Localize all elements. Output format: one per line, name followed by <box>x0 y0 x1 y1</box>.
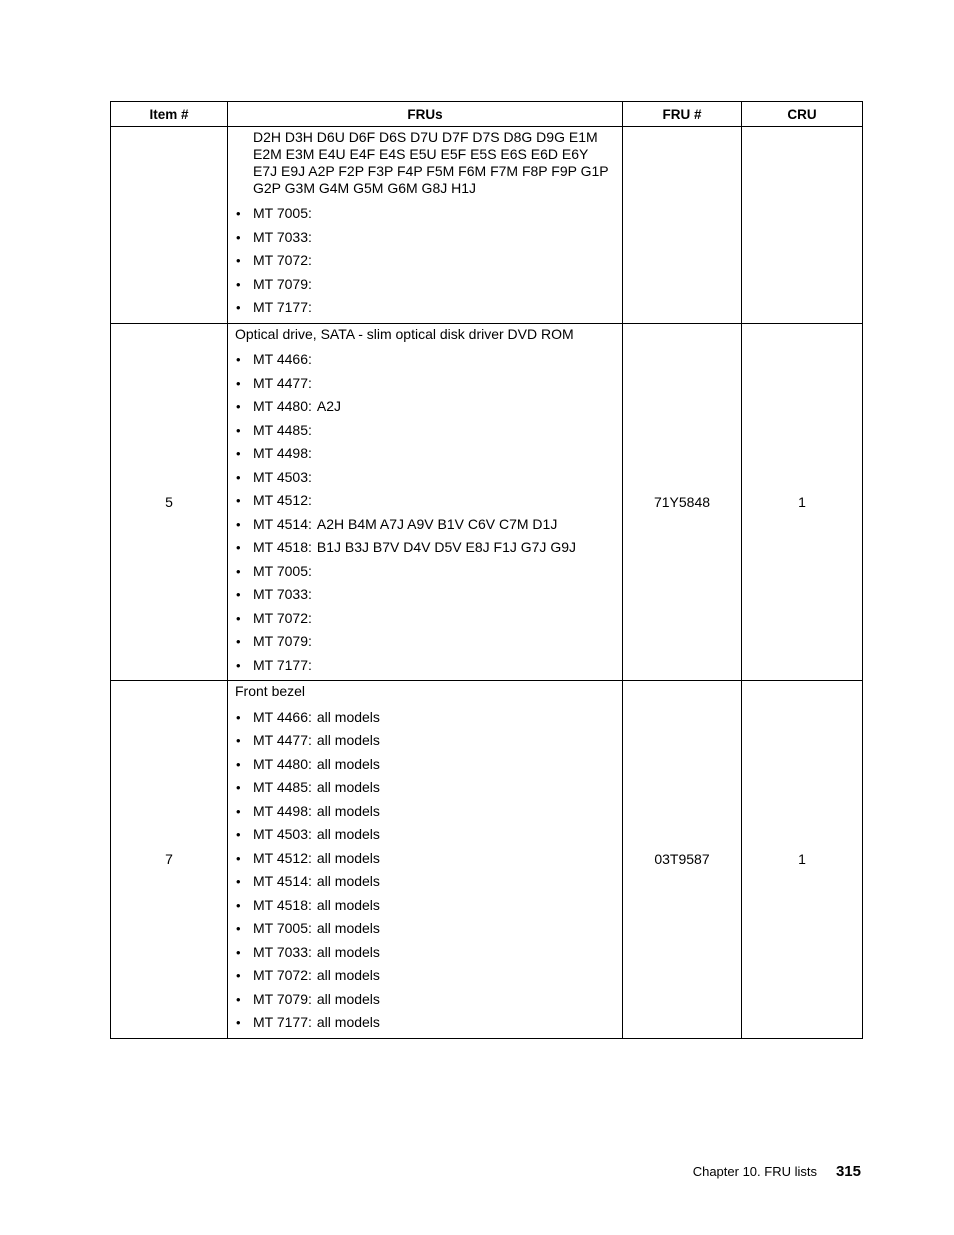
machine-type-label: MT 7005: <box>253 920 312 936</box>
machine-type-label: MT 4512: <box>253 492 312 508</box>
bullet-icon: • <box>236 780 241 795</box>
machine-type-models: all models <box>316 849 380 866</box>
machine-type-models: A2H B4M A7J A9V B1V C6V C7M D1J <box>316 515 558 532</box>
machine-type-models: all models <box>316 943 380 960</box>
cru-cell: 1 <box>742 323 863 681</box>
cru-cell: 1 <box>742 681 863 1039</box>
bullet-icon: • <box>236 944 241 960</box>
list-item <box>235 249 614 273</box>
machine-type-label: MT 7033: <box>253 586 312 602</box>
frus-cell <box>228 323 623 681</box>
machine-type-label: MT 4485: <box>253 421 312 438</box>
machine-type-models: all models <box>316 779 380 795</box>
bullet-icon: • <box>236 756 241 772</box>
model-list-continuation: D2H D3H D6U D6F D6S D7U D7F D7S D8G D9G E1M E2M E3M E4U E4F E4S E5U E5F E5S E6S E6D E6Y E7J E9J A2P F2P F3P F4P F5M F6M F7M F8P F9P G1P G2P G3M G4M G5M G6M G8J H1J <box>253 129 609 196</box>
machine-type-label: MT 4518: <box>253 539 312 555</box>
machine-type-models: A2J <box>316 398 342 414</box>
list-item <box>235 917 614 941</box>
bullet-icon: • <box>236 921 241 936</box>
list-item <box>235 419 614 443</box>
bullet-icon: • <box>236 610 241 626</box>
bullet-icon: • <box>236 229 241 245</box>
fru-number-cell: 71Y5848 <box>623 323 742 681</box>
list-item <box>235 630 614 654</box>
machine-type-label: MT 4485: <box>253 779 312 795</box>
list-item <box>235 513 614 537</box>
table-row <box>111 127 863 324</box>
bullet-icon: • <box>236 469 241 485</box>
machine-type-label: MT 4480: <box>253 398 312 414</box>
machine-type-label: MT 4477: <box>253 732 312 748</box>
fru-description: Front bezel <box>235 683 306 699</box>
bullet-icon: • <box>236 1015 241 1030</box>
machine-type-label: MT 7005: <box>253 562 312 579</box>
bullet-icon: • <box>236 253 241 268</box>
list-item <box>235 442 614 466</box>
machine-type-models: all models <box>316 826 380 842</box>
list-item <box>235 489 614 513</box>
machine-type-label: MT 4503: <box>253 468 312 485</box>
list-item <box>235 823 614 847</box>
list-item <box>235 654 614 678</box>
list-item <box>235 847 614 871</box>
machine-type-label: MT 4480: <box>253 755 312 772</box>
machine-type-label: MT 4518: <box>253 896 312 913</box>
fru-number-cell: 03T9587 <box>623 681 742 1039</box>
table-row <box>111 681 863 1039</box>
list-item <box>235 583 614 607</box>
table-body <box>111 127 863 1039</box>
machine-type-list <box>235 202 614 320</box>
item-number-cell: 7 <box>111 681 228 1039</box>
bullet-icon: • <box>236 563 241 579</box>
machine-type-label: MT 4512: <box>253 849 312 866</box>
machine-type-label: MT 4466: <box>253 351 312 367</box>
machine-type-models: all models <box>316 755 380 772</box>
machine-type-models: all models <box>316 708 380 725</box>
table-header <box>111 102 863 127</box>
bullet-icon: • <box>236 733 241 748</box>
machine-type-label: MT 7072: <box>253 967 312 983</box>
machine-type-label: MT 7177: <box>253 299 312 315</box>
list-item <box>235 273 614 297</box>
list-item <box>235 536 614 560</box>
machine-type-models: all models <box>316 802 380 819</box>
machine-type-label: MT 7033: <box>253 943 312 960</box>
machine-type-list <box>235 348 614 677</box>
fru-number-cell <box>623 127 742 324</box>
machine-type-label: MT 4514: <box>253 873 312 889</box>
machine-type-label: MT 7079: <box>253 275 312 292</box>
machine-type-list <box>235 706 614 1035</box>
machine-type-models: all models <box>316 1014 380 1030</box>
list-item <box>235 964 614 988</box>
machine-type-models: all models <box>316 873 380 889</box>
machine-type-label: MT 4503: <box>253 826 312 842</box>
fru-description: Optical drive, SATA - slim optical disk driver DVD ROM <box>235 325 574 342</box>
list-item <box>235 753 614 777</box>
list-item <box>235 870 614 894</box>
machine-type-models: all models <box>316 967 380 983</box>
bullet-icon: • <box>236 516 241 532</box>
list-item <box>235 202 614 226</box>
list-item <box>235 395 614 419</box>
cru-cell <box>742 127 863 324</box>
bullet-icon: • <box>236 991 241 1007</box>
machine-type-label: MT 7005: <box>253 205 312 221</box>
bullet-icon: • <box>236 634 241 649</box>
machine-type-label: MT 7033: <box>253 228 312 245</box>
header-row <box>111 102 863 127</box>
header-cru: CRU <box>742 102 863 127</box>
bullet-icon: • <box>236 897 241 913</box>
item-number-cell <box>111 127 228 324</box>
machine-type-label: MT 4498: <box>253 445 312 461</box>
machine-type-label: MT 4498: <box>253 802 312 819</box>
list-item <box>235 1011 614 1035</box>
page-number: 315 <box>835 1163 861 1180</box>
bullet-icon: • <box>236 276 241 292</box>
page-footer <box>693 1163 861 1180</box>
fru-table <box>110 101 863 1039</box>
bullet-icon: • <box>236 874 241 889</box>
table-row <box>111 323 863 681</box>
bullet-icon: • <box>236 493 241 508</box>
list-item <box>235 296 614 320</box>
bullet-icon: • <box>236 803 241 819</box>
list-item <box>235 941 614 965</box>
list-item <box>235 607 614 631</box>
machine-type-label: MT 7177: <box>253 1014 312 1030</box>
machine-type-models: B1J B3J B7V D4V D5V E8J F1J G7J G9J <box>316 539 576 555</box>
machine-type-models: all models <box>316 732 380 748</box>
machine-type-label: MT 7072: <box>253 609 312 626</box>
bullet-icon: • <box>236 206 241 221</box>
bullet-icon: • <box>236 850 241 866</box>
machine-type-label: MT 7079: <box>253 990 312 1007</box>
bullet-icon: • <box>236 540 241 555</box>
machine-type-label: MT 7079: <box>253 633 312 649</box>
chapter-title: Chapter 10. FRU lists <box>692 1164 817 1179</box>
bullet-icon: • <box>236 375 241 391</box>
machine-type-label: MT 7177: <box>253 656 312 673</box>
list-item <box>235 776 614 800</box>
bullet-icon: • <box>236 827 241 842</box>
bullet-icon: • <box>236 657 241 673</box>
machine-type-models: all models <box>316 896 380 913</box>
list-item <box>235 560 614 584</box>
bullet-icon: • <box>236 446 241 461</box>
machine-type-models: all models <box>316 920 380 936</box>
list-item <box>235 706 614 730</box>
list-item <box>235 348 614 372</box>
machine-type-models: all models <box>316 990 380 1007</box>
machine-type-label: MT 4477: <box>253 374 312 391</box>
list-item <box>235 800 614 824</box>
header-fru-number: FRU # <box>623 102 742 127</box>
bullet-icon: • <box>236 422 241 438</box>
list-item <box>235 372 614 396</box>
machine-type-label: MT 7072: <box>253 252 312 268</box>
bullet-icon: • <box>236 300 241 315</box>
header-item: Item # <box>111 102 228 127</box>
frus-cell <box>228 681 623 1039</box>
bullet-icon: • <box>236 968 241 983</box>
list-item <box>235 226 614 250</box>
frus-cell <box>228 127 623 324</box>
machine-type-label: MT 4514: <box>253 515 312 532</box>
item-number-cell: 5 <box>111 323 228 681</box>
header-frus: FRUs <box>228 102 623 127</box>
bullet-icon: • <box>236 709 241 725</box>
list-item <box>235 466 614 490</box>
bullet-icon: • <box>236 352 241 367</box>
list-item <box>235 988 614 1012</box>
bullet-icon: • <box>236 587 241 602</box>
bullet-icon: • <box>236 399 241 414</box>
list-item <box>235 729 614 753</box>
list-item <box>235 894 614 918</box>
machine-type-label: MT 4466: <box>253 708 312 725</box>
